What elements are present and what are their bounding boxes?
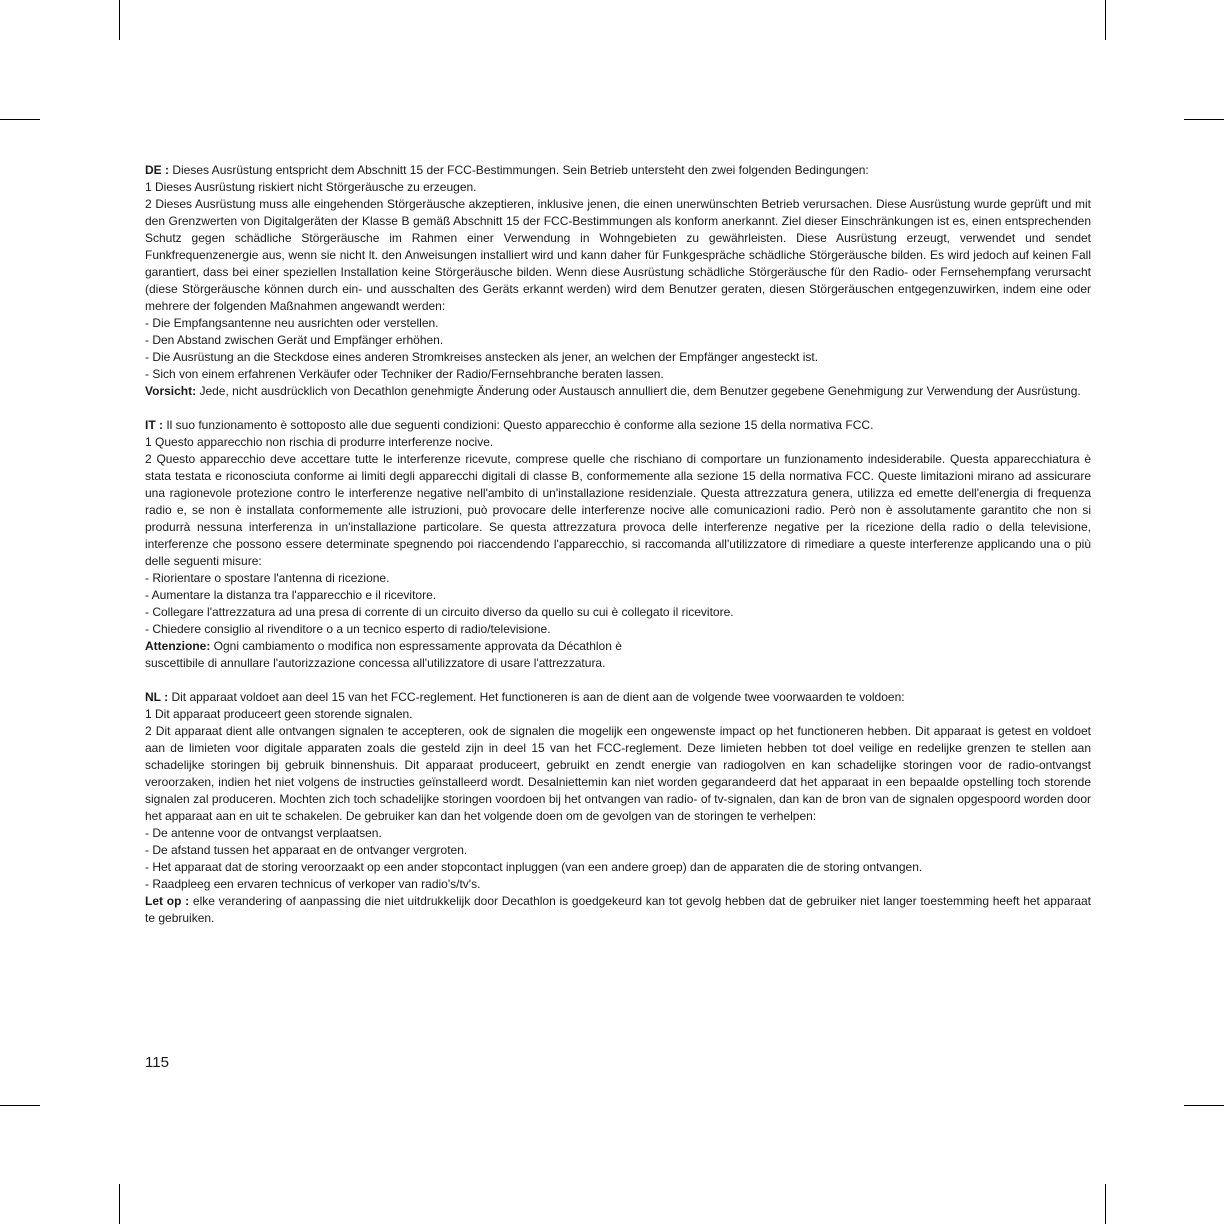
condition-2: 2 Dit apparaat dient alle ontvangen signalen te accepteren, ook de signalen die mogelijk een ongewenste impact op het functioneren hebben. Dit apparaat is getest en voldoet aan de limieten voor digitale apparaten zoals die gesteld zijn in deel 15 van het FCC-reglement. Deze limieten hebben tot doel veilige en redelijke grenzen te stellen aan schadelijke storingen bij gebruik binnenshuis. Dit apparaat produceert, gebruikt en zendt energie van radiogolven en kan schadelijke storingen voor de radio-ontvangst veroorzaken, indien het niet volgens de instructies geïnstalleerd wordt. Desalniettemin kan niet worden gegarandeerd dat het apparaat in een bepaalde opstelling toch storende signalen zal produceren. Mochten zich toch schadelijke storingen voordoen bij het ontvangen van radio- of tv-signalen, dan kan de bron van de signalen opgespoord worden door het apparaat aan en uit te schakelen. De gebruiker kan dan het volgende doen om de gevolgen van de storingen te verhelpen: (145, 724, 1091, 823)
intro-text: Dieses Ausrüstung entspricht dem Abschnitt 15 der FCC-Bestimmungen. Sein Betrieb untersteht den zwei folgenden Bedingungen: (169, 163, 869, 177)
measure-item: - Collegare l'attrezzatura ad una presa di corrente di un circuito diverso da quello su cui è collegato il ricevitore. (145, 605, 734, 619)
measure-item: - Raadpleeg een ervaren technicus of verkoper van radio's/tv's. (145, 877, 481, 891)
crop-mark (1105, 0, 1106, 40)
crop-mark (1105, 1184, 1106, 1224)
section-heading: IT : (145, 418, 163, 432)
warning-text-continued: suscettibile di annullare l'autorizzazione concessa all'utilizzatore di usare l'attrezzatura. (145, 656, 606, 670)
crop-mark (1184, 1105, 1224, 1106)
measure-item: - Chiedere consiglio al rivenditore o a un tecnico esperto di radio/televisione. (145, 622, 551, 636)
section-nl (145, 689, 1091, 927)
warning-text: Jede, nicht ausdrücklich von Decathlon genehmigte Änderung oder Austausch annulliert die, dem Benutzer gegebene Genehmigung zur Verwendung der Ausrüstung. (196, 384, 1081, 398)
warning-label: Let op : (145, 894, 190, 908)
condition-1: 1 Questo apparecchio non rischia di produrre interferenze nocive. (145, 435, 494, 449)
intro-text: Dit apparaat voldoet aan deel 15 van het FCC-reglement. Het functioneren is aan de dient aan de volgende twee voorwaarden te voldoen: (168, 690, 905, 704)
condition-2: 2 Questo apparecchio deve accettare tutte le interferenze ricevute, comprese quelle che rischiano di comportare un funzionamento indesiderabile. Questa apparecchiatura è stata testata e riconosciuta conforme ai limiti degli apparecchi digitali di classe B, conformemente alla sezione 15 della normativa FCC. Queste limitazioni mirano ad assicurare una ragionevole protezione contro le interferenze negative nell'ambito di un'installazione residenziale. Questa attrezzatura genera, utilizza ed emette dell'energia di frequenza radio e, se non è installata conformemente alle istruzioni, può provocare delle interferenze nocive alle comunicazioni radio. Però non è assolutamente garantito che non si produrrà nessuna interferenza in un'installazione particolare. Se questa attrezzatura provoca delle interferenze negative per la ricezione della radio o della televisione, interferenze che possono essere determinate spegnendo poi riaccendendo l'apparecchio, si raccomanda all'utilizzatore di rimediare a queste interferenze applicando una o più delle seguenti misure: (145, 452, 1091, 568)
measure-item: - De afstand tussen het apparaat en de ontvanger vergroten. (145, 843, 468, 857)
page-number: 115 (145, 1054, 169, 1071)
section-de (145, 162, 1091, 400)
crop-mark (0, 119, 40, 120)
section-intro (145, 417, 1091, 434)
section-heading: NL : (145, 690, 169, 704)
condition-1: 1 Dit apparaat produceert geen storende signalen. (145, 707, 413, 721)
crop-mark (119, 1184, 120, 1224)
warning-label: Vorsicht: (145, 384, 197, 398)
warning-label: Attenzione: (145, 639, 211, 653)
section-it (145, 417, 1091, 672)
section-intro (145, 162, 1091, 179)
document-body (145, 162, 1091, 944)
measure-item: - Riorientare o spostare l'antenna di ricezione. (145, 571, 390, 585)
section-heading: DE : (145, 163, 169, 177)
warning-text: Ogni cambiamento o modifica non espressamente approvata da Décathlon è (210, 639, 622, 653)
section-intro (145, 689, 1091, 706)
measure-item: - Het apparaat dat de storing veroorzaakt op een ander stopcontact inpluggen (van een andere groep) dan de apparaten die de storing ontvangen. (145, 860, 923, 874)
warning-paragraph (145, 893, 1091, 927)
condition-2: 2 Dieses Ausrüstung muss alle eingehenden Störgeräusche akzeptieren, inklusive jenen, die einen unerwünschten Betrieb verursachen. Diese Ausrüstung wurde geprüft und mit den Grenzwerten von Digitalgeräten der Klasse B gemäß Abschnitt 15 der FCC-Bestimmungen als konform anerkannt. Ziel dieser Einschränkungen ist es, einen entsprechenden Schutz gegen schädliche Störgeräusche im Rahmen einer Verwendung in Wohngebieten zu gewährleisten. Diese Ausrüstung erzeugt, verwendet und sendet Funkfrequenzenergie aus, wenn sie nicht lt. den Anweisungen installiert wird und kann daher für Funkgespräche schädliche Störgeräusche bilden. Es wird jedoch auf keinen Fall garantiert, dass bei einer speziellen Installation keine Störgeräusche bilden. Wenn diese Ausrüstung schädliche Störgeräusche für den Radio- oder Fernsehempfang verursacht (diese Störgeräusche können durch ein- und ausschalten des Geräts erkannt werden) wird dem Benutzer geraten, diesen Störgeräuschen entgegenzuwirken, indem eine oder mehrere der folgenden Maßnahmen angewandt werden: (145, 197, 1091, 313)
warning-text: elke verandering of aanpassing die niet uitdrukkelijk door Decathlon is goedgekeurd kan tot gevolg hebben dat de gebruiker niet langer toestemming heeft het apparaat te gebruiken. (145, 894, 1091, 925)
measure-item: - Den Abstand zwischen Gerät und Empfänger erhöhen. (145, 333, 444, 347)
measure-item: - Die Empfangsantenne neu ausrichten oder verstellen. (145, 316, 439, 330)
warning-paragraph (145, 638, 1091, 655)
measure-item: - De antenne voor de ontvangst verplaatsen. (145, 826, 382, 840)
measure-item: - Die Ausrüstung an die Steckdose eines anderen Stromkreises anstecken als jener, an welchen der Empfänger angesteckt ist. (145, 350, 819, 364)
warning-paragraph (145, 383, 1091, 400)
intro-text: Il suo funzionamento è sottoposto alle due seguenti condizioni: Questo apparecchio è conforme alla sezione 15 della normativa FCC. (163, 418, 874, 432)
crop-mark (0, 1105, 40, 1106)
measure-item: - Sich von einem erfahrenen Verkäufer oder Techniker der Radio/Fernsehbranche beraten lassen. (145, 367, 664, 381)
condition-1: 1 Dieses Ausrüstung riskiert nicht Störgeräusche zu erzeugen. (145, 180, 477, 194)
measure-item: - Aumentare la distanza tra l'apparecchio e il ricevitore. (145, 588, 437, 602)
crop-mark (1184, 119, 1224, 120)
crop-mark (119, 0, 120, 40)
